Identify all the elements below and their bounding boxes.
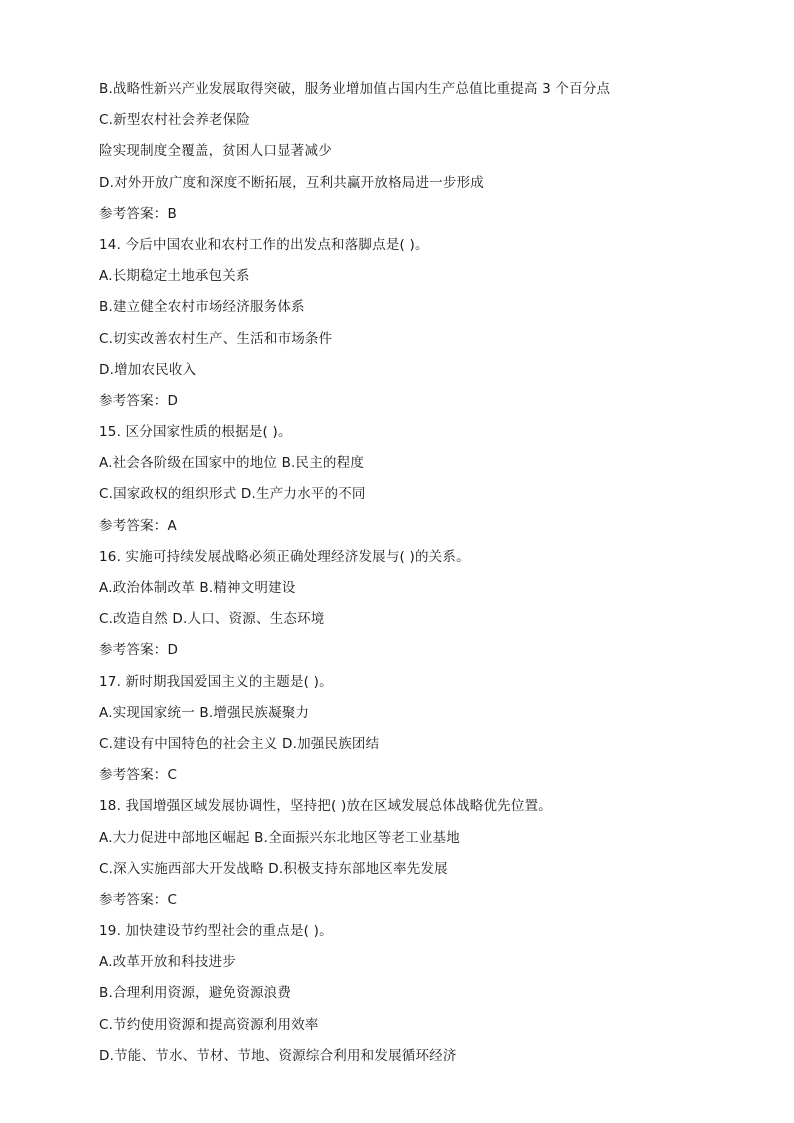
option-b-q19: B.合理利用资源，避免资源浪费	[99, 985, 292, 1002]
options-cd-q15: C.国家政权的组织形式 D.生产力水平的不同	[99, 486, 366, 503]
option-b-q13: B.战略性新兴产业发展取得突破，服务业增加值占国内生产总值比重提高 3 个百分点	[99, 81, 611, 97]
document-body	[99, 78, 719, 1076]
option-d-q14: D.增加农民收入	[99, 361, 197, 378]
option-a-q19: A.改革开放和科技进步	[99, 954, 236, 971]
option-a-q14: A.长期稳定土地承包关系	[99, 268, 250, 285]
option-c-q19: C.节约使用资源和提高资源利用效率	[99, 1016, 319, 1033]
options-ab-q15: A.社会各阶级在国家中的地位 B.民主的程度	[99, 455, 365, 472]
options-cd-q18: C.深入实施西部大开发战略 D.积极支持东部地区率先发展	[99, 860, 448, 877]
question-16: 16. 实施可持续发展战略必须正确处理经济发展与( )的关系。	[99, 548, 470, 565]
option-d-q13: D.对外开放广度和深度不断拓展，互利共赢开放格局进一步形成	[99, 174, 484, 191]
answer-q13: 参考答案：B	[99, 205, 177, 222]
options-ab-q17: A.实现国家统一 B.增强民族凝聚力	[99, 704, 310, 721]
options-ab-q16: A.政治体制改革 B.精神文明建设	[99, 580, 296, 596]
answer-q17: 参考答案：C	[99, 767, 178, 784]
options-ab-q18: A.大力促进中部地区崛起 B.全面振兴东北地区等老工业基地	[99, 829, 460, 846]
option-c-q13: C.新型农村社会养老保险	[99, 112, 251, 129]
question-17: 17. 新时期我国爱国主义的主题是( )。	[99, 673, 333, 690]
question-14: 14. 今后中国农业和农村工作的出发点和落脚点是( )。	[99, 236, 429, 253]
answer-q15: 参考答案：A	[99, 517, 177, 534]
options-cd-q17: C.建设有中国特色的社会主义 D.加强民族团结	[99, 735, 380, 752]
answer-q16: 参考答案：D	[99, 642, 179, 659]
option-b-q14: B.建立健全农村市场经济服务体系	[99, 299, 305, 316]
option-c-q13-continued: 险实现制度全覆盖，贫困人口显著减少	[99, 143, 332, 160]
question-19: 19. 加快建设节约型社会的重点是( )。	[99, 923, 333, 940]
option-d-q19: D.节能、节水、节材、节地、资源综合利用和发展循环经济	[99, 1047, 457, 1064]
answer-q18: 参考答案：C	[99, 891, 178, 908]
question-18: 18. 我国增强区域发展协调性，坚持把( )放在区域发展总体战略优先位置。	[99, 798, 552, 815]
options-cd-q16: C.改造自然 D.人口、资源、生态环境	[99, 611, 325, 628]
answer-q14: 参考答案：D	[99, 392, 179, 409]
option-c-q14: C.切实改善农村生产、生活和市场条件	[99, 330, 333, 347]
question-15: 15. 区分国家性质的根据是( )。	[99, 424, 292, 441]
